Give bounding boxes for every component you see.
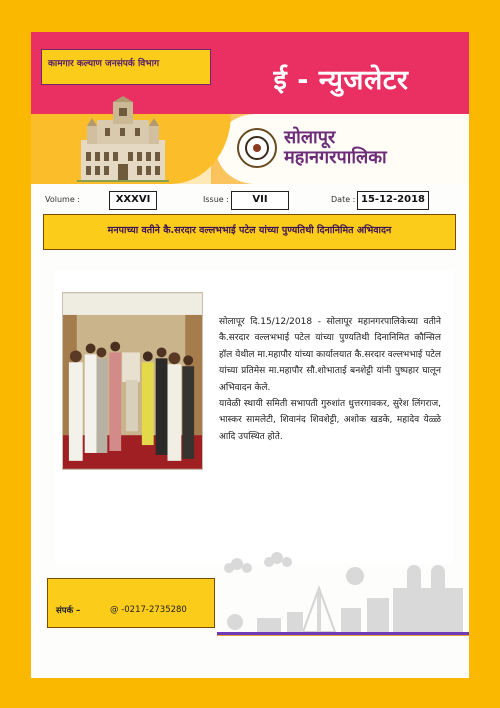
- corporation-name: [284, 128, 387, 168]
- newsletter-page: [31, 32, 469, 678]
- issue-value: VII: [231, 191, 289, 210]
- date-label: Date :: [331, 195, 356, 204]
- volume-value: XXXVI: [109, 191, 157, 210]
- article-headline: मनपाच्या वतीने कै.सरदार वल्लभभाई पटेल यांच्या पुण्यतिथी दिनानिमित अभिवादन: [43, 214, 456, 250]
- corporation-emblem-icon: [237, 128, 277, 168]
- municipal-building-image: [77, 96, 169, 182]
- issue-label: Issue :: [203, 195, 229, 204]
- article-paragraph-1: सोलापूर दि.15/12/2018 - सोलापूर महानगरपालिकेच्या वतीने कै.सरदार वल्लभभाई पटेल यांच्या पुण्यतिथी दिनानिमित कौन्सिल हॉल येथील मा.महापौर यांच्या कार्यालयात कै.सरदार वल्लभभाई पटेल यांच्या प्रतिमेस मा.महापौर सौ.शोभाताई बनशेट्टी यांनी पुष्पहार घालून अभिवादन केले.: [219, 317, 441, 393]
- city-skyline-illustration: [217, 552, 469, 638]
- corporation-name-line2: महानगरपालिका: [284, 147, 387, 168]
- contact-phone: @ -0217-2735280: [110, 605, 187, 615]
- contact-label: संपर्क –: [56, 606, 81, 616]
- department-name: कामगार कल्याण जनसंपर्क विभाग: [48, 59, 160, 69]
- corporation-name-line1: सोलापूर: [284, 127, 336, 148]
- article-paragraph-2: यावेळी स्थायी समिती सभापती गुरुशांत धुत्तरगावकर, सुरेश लिंगराज, भास्कर सामलेटी, शिवानंद शिवशेट्टी, अशोक खडके, महादेव येळ्ळे आदि उपस्थित होते.: [219, 399, 441, 442]
- volume-label: Volume :: [45, 195, 80, 204]
- contact-box: [47, 578, 215, 628]
- issue-meta-row: [31, 190, 469, 212]
- newsletter-title: ई - न्युजलेटर: [273, 65, 409, 96]
- article-body: [219, 314, 441, 445]
- department-box: [41, 49, 211, 85]
- event-photo: [62, 292, 203, 470]
- article-card: [55, 270, 453, 564]
- date-value: 15-12-2018: [357, 191, 429, 210]
- footer-divider-accent: [217, 635, 469, 636]
